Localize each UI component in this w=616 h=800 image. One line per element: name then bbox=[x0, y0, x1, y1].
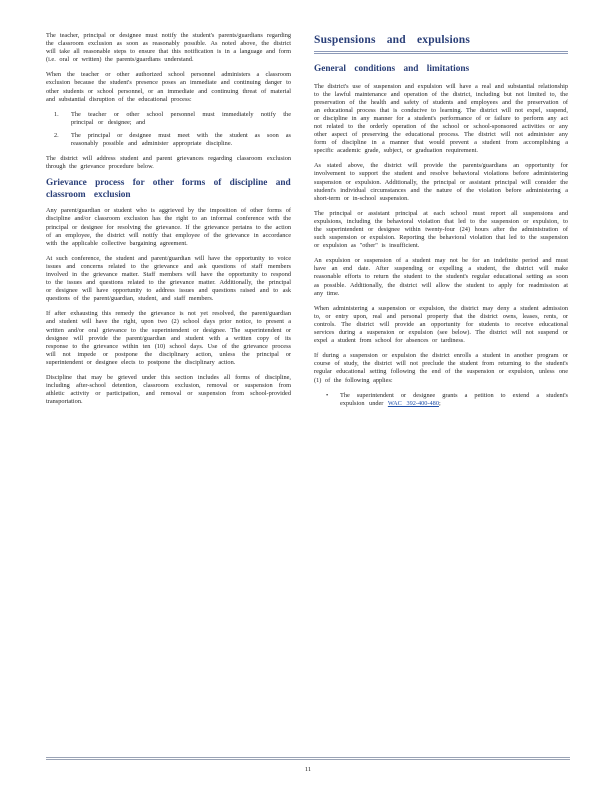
section-title: Suspensions and expulsions bbox=[314, 34, 471, 46]
wac-link[interactable]: WAC 392-400-480 bbox=[387, 399, 439, 407]
subsection-heading: General conditions and limitations bbox=[314, 64, 470, 74]
paragraph: If after exhausting this remedy the grievance is not yet resolved, the parent/guardian and student will have the right, upon two (2) school days prior notice, to present a written and/or oral grievance to the superintendent or designee. The superintendent or designee will provide the parent/guardian and student with a written copy of its response to the grievance within ten (10) school days. Use of the grievance process will not impede or postpone the disciplinary action, unless the principal or superintendent or designee elects to postpone the disciplinary action. bbox=[46, 310, 291, 366]
list-item bbox=[54, 131, 291, 148]
paragraph: The principal or assistant principal at each school must report all suspensions and expulsions, including the behavioral violation that led to the suspension or expulsion, to the superintendent or designee within twenty-four (24) hours after the administration of such suspension or expulsion. Reporting the behavioral violation that led to the suspension or expulsion as "other" is insufficient. bbox=[314, 209, 568, 250]
bullet-list bbox=[314, 392, 568, 408]
paragraph: Any parent/guardian or student who is aggrieved by the imposition of other forms of discipline and/or classroom exclusion has the right to an informal conference with the principal or designee for resolving the grievance. If the grievance pertains to the action of an employee, the district will notify that employee of the grievance in accordance with the applicable collective bargaining agreement. bbox=[46, 207, 291, 247]
paragraph: Discipline that may be grieved under this section includes all forms of discipline, including after-school detention, classroom exclusion, removal or suspension from athletic activity or participation, and removal or suspension from school-provided transportation. bbox=[46, 374, 291, 406]
section-title-rule bbox=[314, 51, 568, 54]
list-item-end: ; bbox=[438, 399, 441, 407]
paragraph: The teacher, principal or designee must notify the student's parents/guardians regarding the classroom exclusion as soon as reasonably possible. As noted above, the district will take all reasonable steps to ensure that this notification is in a language and form (i.e. oral or written) the parents/guardians understand. bbox=[46, 32, 291, 64]
list-item-text: The principal or designee must meet with the student as soon as reasonably possible and administer appropriate discipline. bbox=[71, 131, 291, 148]
page-number: 11 bbox=[304, 766, 312, 773]
list-number: 2. bbox=[54, 131, 59, 139]
paragraph: When administering a suspension or expulsion, the district may deny a student admission to, or entry upon, real and personal property that the district owns, leases, rents, or controls. The district will provide an opportunity for students to receive educational services during a suspension or expulsion (see below). The district will not suspend or expel a student from school for absences or tardiness. bbox=[314, 304, 568, 345]
list-item bbox=[54, 110, 291, 127]
paragraph: The district's use of suspension and expulsion will have a real and substantial relationship to the lawful maintenance and operation of the district, including but not limited to, the preservation of the health and safety of students and employees and the preservation of an educational process that is conducive to learning. The district will not expel, suspend, or discipline in any manner for a student's performance of or failure to perform any act not related to the orderly operation of the school or school-sponsored activities or any other aspect of preserving the educational process. The district will not administer any form of discipline in a manner that would prevent a student from accomplishing a specific academic grade, subject, or graduation requirement. bbox=[314, 82, 568, 155]
paragraph: As stated above, the district will provide the parents/guardians an opportunity for involvement to support the student and resolve behavioral violations before administering suspension or expulsion. Additionally, the principal or assistant principal will consider the student's individual circumstances and the nature of the violation before administering a short-term or in-school suspension. bbox=[314, 162, 568, 202]
list-item-text: The superintendent or designee grants a petition to extend a student's expulsion under bbox=[340, 391, 568, 407]
list-number: 1. bbox=[54, 110, 59, 118]
paragraph: The district will address student and parent grievances regarding classroom exclusion through the grievance procedure below. bbox=[46, 155, 291, 171]
right-column bbox=[314, 32, 568, 408]
list-item bbox=[314, 392, 568, 408]
paragraph: At such conference, the student and parent/guardian will have the opportunity to voice issues and concerns related to the grievance and ask questions of staff members involved in the grievance matter. Staff members will have the opportunity to respond to the issues and questions related to the grievance matter. Additionally, the principal or designee will have opportunity to address issues and questions raised and to ask questions of the parent/guardian, student, and staff members. bbox=[46, 254, 291, 303]
list-item-text: The teacher or other school personnel must immediately notify the principal or designee; and bbox=[71, 110, 291, 126]
numbered-list bbox=[46, 111, 291, 148]
paragraph: When the teacher or other authorized school personnel administers a classroom exclusion because the student's presence poses an immediate and continuing danger to other students or school personnel, or an immediate and continuing threat of material and substantial disruption of the educational process: bbox=[46, 71, 291, 103]
left-column bbox=[46, 32, 291, 413]
footer-rule bbox=[46, 759, 570, 760]
subsection-heading: Grievance process for other forms of discipline and classroom exclusion bbox=[46, 178, 291, 200]
paragraph: An expulsion or suspension of a student may not be for an indefinite period and must have an end date. After suspending or expelling a student, the district will make reasonable efforts to return the student to the student's regular educational setting as soon as possible. Additionally, the district will allow the student to apply for readmission at any time. bbox=[314, 257, 568, 297]
bullet-icon: • bbox=[326, 391, 329, 399]
footer-rule bbox=[46, 757, 570, 758]
paragraph: If during a suspension or expulsion the district enrolls a student in another program or course of study, the district will not preclude the student from returning to the student's regular educational setting following the end of the suspension or expulsion, unless one (1) of the following applies: bbox=[314, 352, 568, 384]
